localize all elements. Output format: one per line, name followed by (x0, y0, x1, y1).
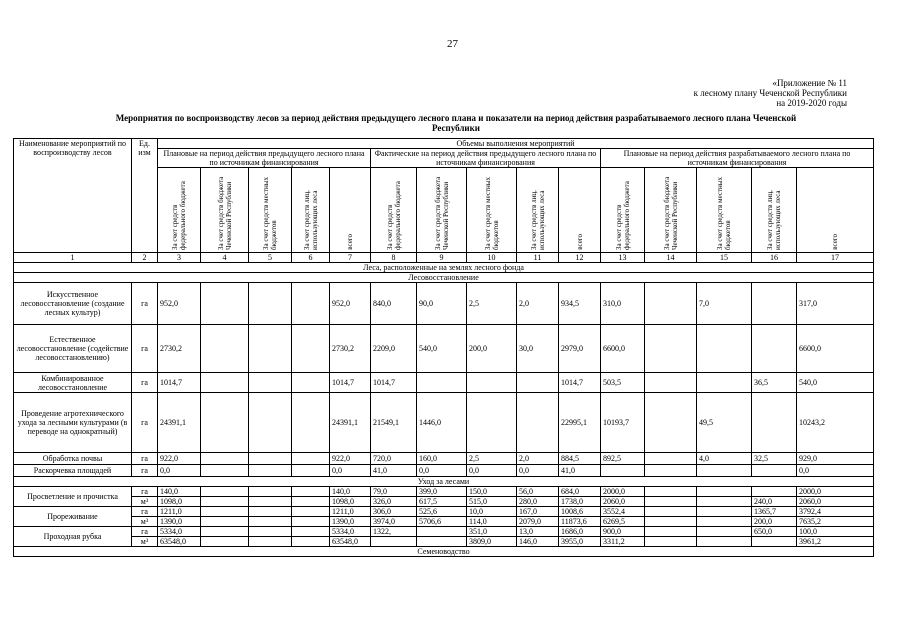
value-cell (417, 527, 467, 537)
value-cell: 200,0 (467, 325, 517, 373)
value-cell: 326,0 (371, 497, 417, 507)
value-cell: 6600,0 (601, 325, 645, 373)
value-cell: 79,0 (371, 487, 417, 497)
section-seed-production-label: Семеноводство (14, 547, 874, 557)
header-subcolumn-label: всего (346, 234, 354, 250)
value-cell: 1211,0 (158, 507, 201, 517)
value-cell: 24391,1 (158, 393, 201, 453)
value-cell: 1014,7 (559, 373, 601, 393)
page-number: 27 (447, 38, 458, 50)
value-cell: 1014,7 (330, 373, 371, 393)
value-cell (752, 393, 797, 453)
unit-cell: га (132, 283, 158, 325)
value-cell: 0,0 (467, 465, 517, 477)
value-cell: 22995,1 (559, 393, 601, 453)
value-cell (645, 507, 697, 517)
value-cell: 280,0 (517, 497, 559, 507)
header-activity-name: Наименование мероприятий по воспроизводству лесов (14, 139, 132, 253)
header-group-planned-prev: Плановые на период действия предыдущего лесного плана по источникам финансирования (158, 149, 371, 168)
value-cell (467, 373, 517, 393)
value-cell (201, 497, 249, 507)
value-cell: 306,0 (371, 507, 417, 517)
unit-cell: га (132, 325, 158, 373)
table-row (14, 453, 874, 465)
value-cell (292, 527, 330, 537)
table-row (14, 465, 874, 477)
value-cell (697, 325, 752, 373)
header-subcolumn-label: За счет средств местных бюджетов (716, 177, 732, 250)
value-cell (417, 537, 467, 547)
value-cell: 0,0 (330, 465, 371, 477)
section-reforestation (14, 273, 874, 283)
value-cell (417, 373, 467, 393)
unit-cell: м³ (132, 537, 158, 547)
table-row (14, 497, 874, 507)
value-cell (697, 537, 752, 547)
value-cell: 1390,0 (158, 517, 201, 527)
value-cell: 503,5 (601, 373, 645, 393)
column-number: 11 (517, 253, 559, 263)
value-cell (201, 517, 249, 527)
value-cell (249, 465, 292, 477)
value-cell (201, 325, 249, 373)
value-cell (292, 537, 330, 547)
value-cell: 952,0 (158, 283, 201, 325)
header-subcolumn (517, 168, 559, 253)
value-cell (697, 497, 752, 507)
value-cell (645, 325, 697, 373)
value-cell (517, 393, 559, 453)
document-title (56, 113, 856, 133)
value-cell: 3955,0 (559, 537, 601, 547)
value-cell: 2,0 (517, 453, 559, 465)
value-cell (292, 283, 330, 325)
value-cell: 5706,6 (417, 517, 467, 527)
value-cell: 540,0 (417, 325, 467, 373)
header-unit: Ед. изм (132, 139, 158, 253)
value-cell: 49,5 (697, 393, 752, 453)
value-cell (697, 465, 752, 477)
value-cell (292, 393, 330, 453)
value-cell: 3311,2 (601, 537, 645, 547)
value-cell: 515,0 (467, 497, 517, 507)
value-cell (292, 497, 330, 507)
title-line-1: Мероприятия по воспроизводству лесов за период действия предыдущего лесного плана и показатели на период действия разрабатываемого лесного плана Чеченской (115, 113, 797, 123)
value-cell (697, 487, 752, 497)
column-number: 8 (371, 253, 417, 263)
value-cell (201, 527, 249, 537)
value-cell (249, 507, 292, 517)
header-subcolumn (292, 168, 330, 253)
value-cell (645, 527, 697, 537)
header-subcolumn (467, 168, 517, 253)
value-cell: 351,0 (467, 527, 517, 537)
value-cell: 63548,0 (330, 537, 371, 547)
value-cell: 2,5 (467, 453, 517, 465)
value-cell: 884,5 (559, 453, 601, 465)
value-cell (201, 537, 249, 547)
value-cell: 146,0 (517, 537, 559, 547)
column-number: 9 (417, 253, 467, 263)
value-cell (645, 283, 697, 325)
value-cell (371, 537, 417, 547)
value-cell: 1008,6 (559, 507, 601, 517)
value-cell: 200,0 (752, 517, 797, 527)
header-subcolumn-label: всего (575, 234, 584, 250)
value-cell (645, 517, 697, 527)
header-subcolumn-label: За счет средств федерального бюджета (171, 181, 187, 250)
value-cell: 2209,0 (371, 325, 417, 373)
value-cell: 720,0 (371, 453, 417, 465)
header-group-planned-new: Плановые на период действия разрабатываемого лесного плана по источникам финансирования (601, 149, 874, 168)
value-cell: 10193,7 (601, 393, 645, 453)
activity-name: Естественное лесовосстановление (содействие лесовосстановлению) (14, 325, 132, 373)
value-cell: 41,0 (371, 465, 417, 477)
section-forest-care-label: Уход за лесами (14, 477, 874, 487)
value-cell: 0,0 (517, 465, 559, 477)
value-cell (752, 537, 797, 547)
section-forest-fund-label: Леса, расположенные на землях лесного фонда (14, 263, 874, 273)
header-subcolumn (249, 168, 292, 253)
value-cell (249, 537, 292, 547)
column-number: 12 (559, 253, 601, 263)
header-subcolumn-label: За счет средств бюджета Чеченской Республики (433, 176, 450, 250)
value-cell (752, 325, 797, 373)
value-cell (201, 465, 249, 477)
value-cell (249, 487, 292, 497)
unit-cell: м³ (132, 497, 158, 507)
appendix-line-2: к лесному плану Чеченской Республики (693, 88, 847, 98)
value-cell: 11873,6 (559, 517, 601, 527)
value-cell: 3961,2 (797, 537, 874, 547)
header-subcolumn-label: За счет средств федерального бюджета (614, 181, 631, 250)
header-subcolumn (330, 168, 371, 253)
value-cell (292, 373, 330, 393)
column-number: 16 (752, 253, 797, 263)
unit-cell: га (132, 487, 158, 497)
header-subcolumn (559, 168, 601, 253)
value-cell: 929,0 (797, 453, 874, 465)
value-cell: 150,0 (467, 487, 517, 497)
value-cell: 1098,0 (158, 497, 201, 507)
value-cell: 30,0 (517, 325, 559, 373)
value-cell: 2079,0 (517, 517, 559, 527)
activity-name: Просветление и прочистка (14, 487, 132, 507)
activity-name: Проходная рубка (14, 527, 132, 547)
value-cell (645, 373, 697, 393)
value-cell (697, 517, 752, 527)
value-cell (249, 325, 292, 373)
value-cell (645, 537, 697, 547)
activity-name: Обработка почвы (14, 453, 132, 465)
value-cell (292, 453, 330, 465)
header-subcolumn-label: За счет средств лиц, использующих леса (529, 190, 546, 250)
value-cell: 6269,5 (601, 517, 645, 527)
header-subcolumn (601, 168, 645, 253)
table-row (14, 507, 874, 517)
column-number: 17 (797, 253, 874, 263)
value-cell: 1014,7 (371, 373, 417, 393)
value-cell (752, 283, 797, 325)
value-cell: 684,0 (559, 487, 601, 497)
value-cell: 1446,0 (417, 393, 467, 453)
value-cell (249, 283, 292, 325)
activity-name: Комбинированное лесовосстановление (14, 373, 132, 393)
value-cell: 100,0 (797, 527, 874, 537)
value-cell (249, 517, 292, 527)
value-cell: 2060,0 (797, 497, 874, 507)
value-cell: 114,0 (467, 517, 517, 527)
column-number: 6 (292, 253, 330, 263)
unit-cell: га (132, 527, 158, 537)
value-cell: 2000,0 (601, 487, 645, 497)
table-row (14, 517, 874, 527)
title-line-2: Республики (432, 123, 480, 133)
value-cell (249, 527, 292, 537)
column-number: 14 (645, 253, 697, 263)
unit-cell: га (132, 393, 158, 453)
header-subcolumn (797, 168, 874, 253)
value-cell: 3809,0 (467, 537, 517, 547)
table-row (14, 373, 874, 393)
value-cell: 2730,2 (158, 325, 201, 373)
value-cell: 317,0 (797, 283, 874, 325)
value-cell: 540,0 (797, 373, 874, 393)
column-number: 7 (330, 253, 371, 263)
header-subcolumn-label: За счет средств лиц, использующих леса (302, 190, 319, 250)
value-cell: 2979,0 (559, 325, 601, 373)
value-cell (201, 507, 249, 517)
value-cell (292, 465, 330, 477)
header-subcolumn (201, 168, 249, 253)
value-cell: 3792,4 (797, 507, 874, 517)
activity-name: Прореживание (14, 507, 132, 527)
value-cell (201, 487, 249, 497)
header-subcolumn (417, 168, 467, 253)
value-cell (697, 507, 752, 517)
activity-name: Раскорчевка площадей (14, 465, 132, 477)
value-cell: 1322, (371, 527, 417, 537)
value-cell: 1098,0 (330, 497, 371, 507)
header-subcolumn-label: За счет средств местных бюджетов (483, 177, 500, 250)
appendix-line-3: на 2019-2020 годы (776, 98, 847, 108)
unit-cell: м³ (132, 517, 158, 527)
header-volumes: Объемы выполнения мероприятий (158, 139, 874, 149)
header-subcolumn-label: За счет средств федерального бюджета (385, 181, 402, 250)
value-cell (201, 393, 249, 453)
value-cell: 56,0 (517, 487, 559, 497)
value-cell: 0,0 (158, 465, 201, 477)
value-cell (645, 497, 697, 507)
value-cell: 1390,0 (330, 517, 371, 527)
value-cell (601, 465, 645, 477)
header-subcolumn (645, 168, 697, 253)
value-cell (249, 497, 292, 507)
header-subcolumn-label: всего (831, 234, 840, 250)
column-number: 5 (249, 253, 292, 263)
column-number: 4 (201, 253, 249, 263)
value-cell: 32,5 (752, 453, 797, 465)
table-row (14, 393, 874, 453)
value-cell: 140,0 (330, 487, 371, 497)
value-cell: 2730,2 (330, 325, 371, 373)
value-cell: 24391,1 (330, 393, 371, 453)
value-cell (201, 283, 249, 325)
header-subcolumn-label: За счет средств местных бюджетов (262, 177, 278, 250)
value-cell: 2,0 (517, 283, 559, 325)
value-cell: 0,0 (417, 465, 467, 477)
header-subcolumn (752, 168, 797, 253)
value-cell: 1014,7 (158, 373, 201, 393)
unit-cell: га (132, 373, 158, 393)
section-reforestation-label: Лесовосстановление (14, 273, 874, 283)
value-cell: 10,0 (467, 507, 517, 517)
column-number: 2 (132, 253, 158, 263)
value-cell: 922,0 (158, 453, 201, 465)
header-subcolumn (371, 168, 417, 253)
value-cell: 10243,2 (797, 393, 874, 453)
column-number: 10 (467, 253, 517, 263)
value-cell: 5334,0 (158, 527, 201, 537)
header-subcolumn-label: За счет средств бюджета Чеченской Республики (662, 176, 679, 250)
value-cell: 2,5 (467, 283, 517, 325)
value-cell: 2060,0 (601, 497, 645, 507)
table-row (14, 537, 874, 547)
value-cell: 13,0 (517, 527, 559, 537)
value-cell: 160,0 (417, 453, 467, 465)
value-cell (249, 393, 292, 453)
appendix-line-1: «Приложение № 11 (772, 78, 847, 88)
value-cell: 140,0 (158, 487, 201, 497)
value-cell: 892,5 (601, 453, 645, 465)
column-number: 1 (14, 253, 132, 263)
value-cell: 399,0 (417, 487, 467, 497)
activity-name: Искусственное лесовосстановление (создание лесных культур) (14, 283, 132, 325)
value-cell (201, 453, 249, 465)
value-cell: 6600,0 (797, 325, 874, 373)
value-cell: 1365,7 (752, 507, 797, 517)
value-cell: 650,0 (752, 527, 797, 537)
value-cell (292, 507, 330, 517)
value-cell: 840,0 (371, 283, 417, 325)
column-number: 15 (697, 253, 752, 263)
value-cell: 952,0 (330, 283, 371, 325)
value-cell: 922,0 (330, 453, 371, 465)
value-cell (249, 373, 292, 393)
value-cell (517, 373, 559, 393)
value-cell (645, 487, 697, 497)
value-cell (292, 517, 330, 527)
value-cell: 5334,0 (330, 527, 371, 537)
table-row (14, 487, 874, 497)
section-forest-fund (14, 263, 874, 273)
value-cell: 1686,0 (559, 527, 601, 537)
value-cell: 3552,4 (601, 507, 645, 517)
column-number: 3 (158, 253, 201, 263)
value-cell (752, 487, 797, 497)
value-cell: 934,5 (559, 283, 601, 325)
activity-name: Проведение агротехнического ухода за лесными культурами (в переводе на однократный) (14, 393, 132, 453)
value-cell: 900,0 (601, 527, 645, 537)
value-cell: 0,0 (797, 465, 874, 477)
header-subcolumn (697, 168, 752, 253)
value-cell: 90,0 (417, 283, 467, 325)
value-cell: 1738,0 (559, 497, 601, 507)
unit-cell: га (132, 465, 158, 477)
table-row (14, 527, 874, 537)
value-cell: 63548,0 (158, 537, 201, 547)
value-cell: 21549,1 (371, 393, 417, 453)
value-cell (645, 453, 697, 465)
unit-cell: га (132, 507, 158, 517)
value-cell: 2000,0 (797, 487, 874, 497)
value-cell (752, 465, 797, 477)
value-cell (645, 465, 697, 477)
header-subcolumn-label: За счет средств лиц, использующих леса (766, 190, 782, 250)
section-seed-production (14, 547, 874, 557)
header-subcolumn (158, 168, 201, 253)
value-cell (292, 487, 330, 497)
appendix-reference (694, 78, 847, 108)
section-forest-care (14, 477, 874, 487)
value-cell (249, 453, 292, 465)
value-cell: 41,0 (559, 465, 601, 477)
table-row (14, 283, 874, 325)
value-cell (467, 393, 517, 453)
reforestation-table (13, 138, 874, 557)
value-cell (697, 527, 752, 537)
value-cell: 167,0 (517, 507, 559, 517)
value-cell (292, 325, 330, 373)
value-cell: 7,0 (697, 283, 752, 325)
value-cell (697, 373, 752, 393)
value-cell: 617,5 (417, 497, 467, 507)
value-cell (201, 373, 249, 393)
table-row (14, 325, 874, 373)
value-cell: 7635,2 (797, 517, 874, 527)
value-cell: 525,6 (417, 507, 467, 517)
value-cell: 3974,0 (371, 517, 417, 527)
value-cell: 4,0 (697, 453, 752, 465)
header-group-actual-prev: Фактические на период действия предыдущего лесного плана по источникам финансирования (371, 149, 601, 168)
column-number: 13 (601, 253, 645, 263)
value-cell: 1211,0 (330, 507, 371, 517)
header-subcolumn-label: За счет средств бюджета Чеченской Республики (216, 176, 233, 250)
value-cell (645, 393, 697, 453)
unit-cell: га (132, 453, 158, 465)
value-cell: 36,5 (752, 373, 797, 393)
value-cell: 240,0 (752, 497, 797, 507)
value-cell: 310,0 (601, 283, 645, 325)
